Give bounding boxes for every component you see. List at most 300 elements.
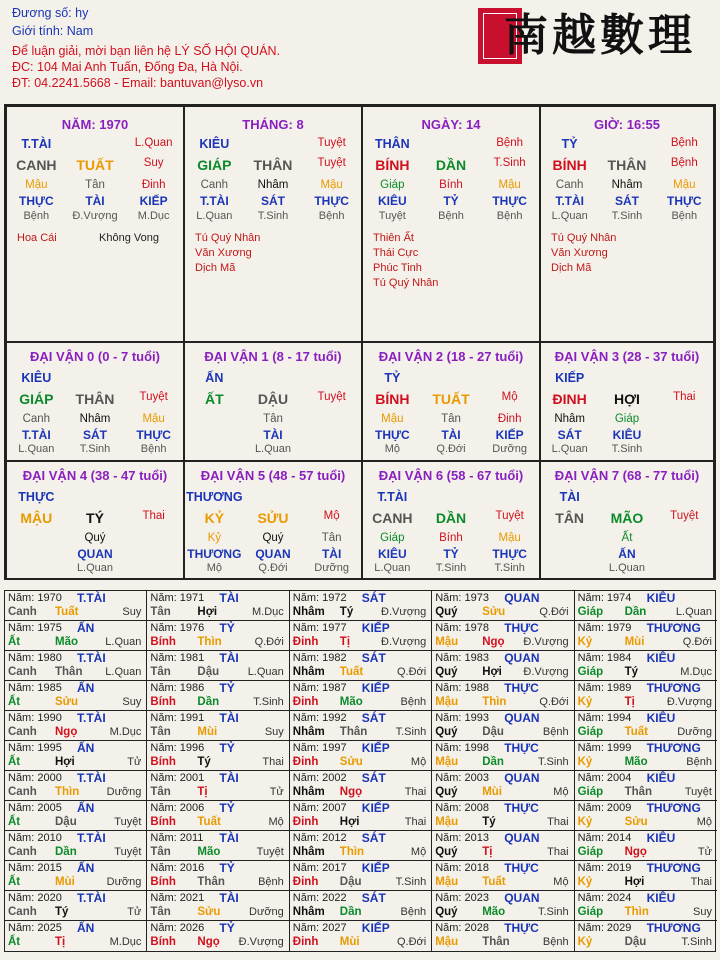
pillar-hidden-gods-m: SÁT	[260, 194, 285, 208]
luck-stem-branch-m: TÝ	[86, 510, 104, 526]
year-stem: Bính	[150, 696, 176, 708]
year-branch: Mùi	[197, 726, 218, 738]
luck-stem-branch-l: GIÁP	[19, 391, 54, 407]
year-cell	[290, 771, 432, 801]
year-label: Năm: 1977	[292, 622, 347, 634]
year-label: Năm: 1978	[435, 622, 489, 634]
year-state: T.Sinh	[681, 936, 712, 948]
luck-hidden-l: Giáp	[380, 532, 405, 544]
year-state: T.Sinh	[538, 906, 569, 918]
pillar-stem-branch-r: T.Sinh	[493, 157, 526, 169]
pillar-hidden-states-r: Bệnh	[671, 210, 698, 222]
luck-hidden-states	[541, 562, 713, 578]
year-god: ẤN	[77, 861, 95, 875]
year-label: Năm: 1980	[8, 652, 62, 664]
year-god: KIÊU	[646, 651, 676, 665]
year-branch: Dần	[624, 606, 647, 618]
luck-hidden-gods-m: TỶ	[443, 547, 459, 561]
year-label: Năm: 2004	[577, 772, 632, 784]
year-cell	[575, 891, 717, 921]
year-cell	[575, 741, 717, 771]
luck-stem-branch-r: Thai	[673, 391, 696, 403]
luck-hidden-states-r: Bệnh	[140, 443, 167, 455]
year-stem: Đinh	[292, 636, 319, 648]
year-branch: Ngọ	[339, 786, 363, 798]
star-item: Hoa Cái	[17, 232, 57, 244]
year-state: Tử	[127, 756, 142, 768]
year-state: Dưỡng	[249, 906, 284, 918]
luck-hidden	[541, 413, 713, 429]
pillar-god	[185, 137, 361, 153]
year-god: TÀI	[219, 891, 239, 905]
luck-stem-branch	[7, 391, 183, 407]
year-label: Năm: 1996	[150, 742, 205, 754]
year-god: THỰC	[504, 801, 539, 815]
year-branch: Mùi	[482, 786, 502, 798]
luck-hidden-gods	[7, 547, 183, 563]
year-state: Đ.Vượng	[381, 606, 427, 618]
year-label: Năm: 1984	[577, 652, 632, 664]
year-branch: Tị	[339, 636, 351, 648]
year-state: Thai	[547, 816, 569, 828]
pillar-hidden-gods-r: THỰC	[666, 194, 702, 208]
year-branch: Dậu	[339, 876, 362, 888]
pillar-hidden-states-l: L.Quan	[551, 210, 588, 222]
pillar-stars	[373, 231, 438, 291]
year-stem: Quý	[435, 846, 458, 858]
pillar-hidden-l: Giáp	[380, 179, 405, 191]
year-state: Bệnh	[400, 696, 427, 708]
year-label: Năm: 1974	[577, 592, 632, 604]
luck-hidden-states	[363, 443, 539, 459]
year-cell	[5, 891, 147, 921]
year-branch: Sửu	[482, 606, 506, 618]
year-stem: Tân	[150, 666, 171, 678]
luck-stem-branch-m: HỢI	[613, 391, 640, 407]
year-stem: Mậu	[435, 756, 459, 768]
pillar-hidden	[363, 179, 539, 195]
year-stem: Nhâm	[292, 906, 325, 918]
luck-hidden-gods-m: QUAN	[77, 547, 113, 561]
year-cell	[5, 651, 147, 681]
luck-hidden-gods	[541, 547, 713, 563]
luck-stem-branch-m: DẬU	[257, 391, 289, 407]
year-state: Bệnh	[686, 756, 712, 768]
year-state: Bệnh	[400, 906, 427, 918]
year-state: Q.Đới	[682, 636, 712, 648]
year-label: Năm: 1999	[577, 742, 632, 754]
year-state: Q.Đới	[539, 606, 569, 618]
luck-hidden-m: Tân	[441, 413, 461, 425]
year-stem: Mậu	[435, 636, 459, 648]
pillar-3	[540, 106, 714, 342]
year-god: THỰC	[504, 861, 539, 875]
luck-hidden-m: Ất	[621, 532, 633, 544]
luck-title: ĐẠI VẬN 1 (8 - 17 tuổi)	[204, 349, 342, 364]
luck-hidden-states-m: Q.Đới	[436, 443, 466, 455]
year-branch: Ngọ	[55, 726, 78, 738]
luck-hidden-r: Mậu	[498, 532, 521, 544]
year-stem: Bính	[150, 756, 176, 768]
year-state: Bệnh	[542, 936, 569, 948]
year-god: KIÊU	[646, 711, 676, 725]
year-cell	[432, 711, 574, 741]
pillar-hidden-l: Mậu	[25, 179, 48, 191]
luck-hidden-m: Tân	[263, 413, 283, 425]
pillar-stem-branch-l: CANH	[16, 157, 57, 173]
year-branch: Thìn	[624, 906, 649, 918]
luck-hidden-states	[541, 443, 713, 459]
year-branch: Mão	[482, 906, 506, 918]
luck-stem-branch-l: KỶ	[204, 510, 225, 526]
year-cell	[432, 621, 574, 651]
pillar-stars-right	[99, 231, 159, 246]
pillar-stem-branch-r: Suy	[143, 157, 164, 169]
year-label: Năm: 2022	[292, 892, 347, 904]
luck-hidden-states	[363, 562, 539, 578]
luck-6	[362, 461, 540, 580]
year-god: ẤN	[77, 621, 95, 635]
luck-god	[7, 371, 183, 387]
year-branch: Mùi	[339, 936, 360, 948]
year-state: M.Dục	[109, 726, 142, 738]
year-label: Năm: 1994	[577, 712, 632, 724]
luck-hidden-states-m: Q.Đới	[258, 562, 288, 574]
year-stem: Mậu	[435, 696, 459, 708]
luck-god-l: T.TÀI	[377, 490, 408, 504]
year-god: ẤN	[77, 801, 95, 815]
pillar-title: NGÀY: 14	[421, 117, 481, 132]
pillar-hidden-gods-m: TÀI	[85, 194, 105, 208]
pillar-stem-branch-m: DẦN	[435, 157, 467, 173]
star-item: Tú Quý Nhân	[195, 232, 261, 244]
pillar-stars	[195, 231, 260, 276]
year-stem: Tân	[150, 786, 171, 798]
year-stem: Kỷ	[577, 636, 593, 648]
year-cell	[147, 801, 289, 831]
year-god: THƯƠNG	[646, 741, 701, 755]
year-state: Đ.Vượng	[381, 636, 427, 648]
year-cell	[147, 621, 289, 651]
year-state: Mộ	[410, 756, 427, 768]
year-state: Tuyệt	[114, 816, 142, 828]
year-label: Năm: 2027	[292, 922, 347, 934]
pillar-hidden-m: Bính	[439, 179, 463, 191]
year-state: Thai	[404, 786, 427, 798]
year-branch: Sửu	[197, 906, 221, 918]
pillar-hidden-r: Mậu	[498, 179, 521, 191]
year-stem: Mậu	[435, 876, 459, 888]
luck-stem-branch-l: BÍNH	[375, 391, 410, 407]
year-branch: Sửu	[55, 696, 79, 708]
pillar-hidden-states-l: Tuyệt	[378, 210, 406, 222]
luck-hidden-gods-l: T.TÀI	[21, 428, 51, 442]
year-branch: Dần	[339, 906, 362, 918]
year-cell	[575, 921, 717, 951]
year-god: QUAN	[504, 831, 540, 845]
pillar-hidden-states-l: L.Quan	[196, 210, 233, 222]
year-god: QUAN	[504, 711, 540, 725]
luck-stem-branch	[185, 510, 361, 526]
year-state: L.Quan	[675, 606, 712, 618]
year-label: Năm: 2016	[150, 862, 205, 874]
year-branch: Thìn	[197, 636, 222, 648]
luck-stem-branch-l: ẤT	[204, 391, 224, 407]
year-state: Mộ	[553, 876, 569, 888]
year-cell	[575, 711, 717, 741]
star-item: Tú Quý Nhân	[373, 277, 439, 289]
year-branch: Thân	[339, 726, 368, 738]
year-state: M.Dục	[252, 606, 284, 618]
year-branch: Tị	[197, 786, 208, 798]
year-branch: Sửu	[624, 816, 648, 828]
year-stem: Nhâm	[292, 606, 325, 618]
luck-stem-branch-m: DẦN	[435, 510, 467, 526]
year-cell	[290, 711, 432, 741]
luck-hidden-states	[7, 443, 183, 459]
year-label: Năm: 2017	[292, 862, 347, 874]
luck-hidden-m: Nhâm	[79, 413, 111, 425]
year-stem: Kỷ	[577, 876, 593, 888]
pillar-stem-branch	[185, 157, 361, 173]
year-label: Năm: 2023	[435, 892, 489, 904]
year-stem: Nhâm	[292, 666, 325, 678]
year-branch: Tuất	[624, 726, 649, 738]
year-label: Năm: 2007	[292, 802, 347, 814]
luck-hidden-states	[7, 562, 183, 578]
year-cell	[5, 831, 147, 861]
year-label: Năm: 2019	[577, 862, 632, 874]
year-branch: Dậu	[197, 666, 220, 678]
year-stem: Ất	[8, 696, 21, 708]
subject-name: Đương số: hy	[12, 6, 89, 20]
year-branch: Tý	[624, 666, 639, 678]
year-label: Năm: 1993	[435, 712, 489, 724]
year-stem: Đinh	[292, 696, 319, 708]
year-cell	[5, 861, 147, 891]
pillar-stem-branch-r: Tuyệt	[317, 157, 346, 169]
year-cell	[432, 891, 574, 921]
luck-hidden-gods	[363, 547, 539, 563]
year-label: Năm: 1997	[292, 742, 347, 754]
pillar-title: GIỜ: 16:55	[593, 117, 660, 132]
pillar-hidden-m: Tân	[85, 179, 105, 191]
luck-hidden-gods-m: TÀI	[263, 428, 283, 442]
luck-hidden-gods	[185, 428, 361, 444]
year-label: Năm: 1971	[150, 592, 205, 604]
year-god: KIẾP	[361, 861, 390, 875]
year-stem: Nhâm	[292, 726, 325, 738]
year-state: T.Sinh	[538, 756, 569, 768]
luck-god	[185, 371, 361, 387]
year-cell	[432, 651, 574, 681]
luck-hidden-gods-l: THƯƠNG	[187, 547, 242, 561]
luck-hidden-gods-m: TÀI	[441, 428, 461, 442]
year-label: Năm: 2012	[292, 832, 347, 844]
year-stem: Đinh	[292, 876, 319, 888]
year-cell	[575, 591, 717, 621]
year-state: M.Dục	[680, 666, 712, 678]
luck-hidden-states-r: Dưỡng	[314, 562, 350, 574]
year-branch: Dần	[197, 696, 220, 708]
year-branch: Dậu	[55, 816, 77, 828]
star-item: Thái Cực	[373, 247, 419, 259]
pillar-god	[541, 137, 713, 153]
year-cell	[147, 651, 289, 681]
year-branch: Tý	[197, 756, 211, 768]
year-branch: Mão	[624, 756, 648, 768]
luck-hidden	[541, 532, 713, 548]
year-stem: Mậu	[435, 936, 459, 948]
year-cell	[432, 831, 574, 861]
year-state: Mộ	[696, 816, 712, 828]
luck-1	[184, 342, 362, 461]
pillar-title: NĂM: 1970	[61, 117, 129, 132]
year-state: Mộ	[553, 786, 569, 798]
pillar-stem-branch-m: THÂN	[253, 157, 293, 173]
year-god: TÀI	[219, 771, 239, 785]
year-branch: Tý	[55, 906, 69, 918]
year-branch: Mão	[55, 636, 78, 648]
year-cell	[290, 621, 432, 651]
year-branch: Hợi	[624, 876, 645, 888]
year-cell	[290, 861, 432, 891]
year-state: Q.Đới	[539, 696, 569, 708]
luck-hidden-gods-r: KIẾP	[495, 428, 524, 442]
pillar-hidden-gods-l: THỰC	[19, 194, 54, 208]
year-stem: Đinh	[292, 816, 319, 828]
luck-god	[185, 490, 361, 506]
year-cell	[290, 921, 432, 951]
year-label: Năm: 2028	[435, 922, 489, 934]
pillar-hidden-gods-l: T.TÀI	[199, 194, 229, 208]
year-branch: Dậu	[482, 726, 504, 738]
year-stem: Giáp	[577, 786, 604, 798]
year-stem: Canh	[8, 846, 37, 858]
year-state: L.Quan	[247, 666, 284, 678]
year-god: QUAN	[504, 771, 540, 785]
year-god: KIÊU	[646, 891, 676, 905]
pillar-hidden-gods-l: KIÊU	[377, 194, 407, 208]
luck-hidden-gods-m: ẤN	[618, 547, 636, 561]
year-stem: Quý	[435, 606, 458, 618]
year-cell	[575, 801, 717, 831]
luck-god	[363, 371, 539, 387]
year-state: Q.Đới	[396, 666, 427, 678]
year-cell	[290, 681, 432, 711]
year-cell	[5, 711, 147, 741]
year-god: QUAN	[504, 591, 540, 605]
year-label: Năm: 1990	[8, 712, 62, 724]
contact-phone-email: ĐT: 04.2241.5668 - Email: bantuvan@lyso.vn	[12, 76, 264, 90]
year-state: Suy	[122, 696, 142, 708]
pillar-hidden-r: Đinh	[141, 179, 166, 191]
pillar-stem-branch	[7, 157, 183, 173]
pillar-stem-branch-m: THÂN	[607, 157, 647, 173]
luck-hidden-l: Nhâm	[554, 413, 585, 425]
year-cell	[147, 681, 289, 711]
year-stem: Đinh	[292, 936, 319, 948]
year-branch: Thân	[55, 666, 83, 678]
year-label: Năm: 2025	[8, 922, 62, 934]
luck-title: ĐẠI VẬN 3 (28 - 37 tuổi)	[554, 349, 700, 364]
star-item: Không Vong	[99, 232, 159, 244]
year-state: T.Sinh	[253, 696, 284, 708]
year-cell	[432, 771, 574, 801]
year-branch: Thìn	[482, 696, 507, 708]
year-label: Năm: 2010	[8, 832, 62, 844]
year-stem: Kỷ	[577, 696, 593, 708]
year-label: Năm: 2029	[577, 922, 632, 934]
year-god: THƯƠNG	[646, 861, 701, 875]
luck-5	[184, 461, 362, 580]
year-label: Năm: 1973	[435, 592, 489, 604]
pillar-god-r: Bệnh	[496, 137, 524, 149]
luck-stem-branch-r: Mộ	[501, 391, 518, 403]
year-state: Đ.Vượng	[238, 936, 284, 948]
year-label: Năm: 2005	[8, 802, 62, 814]
year-cell	[575, 621, 717, 651]
year-state: Thai	[547, 846, 569, 858]
year-cell	[5, 681, 147, 711]
luck-hidden-gods-m: KIÊU	[612, 428, 642, 442]
year-state: Tuyệt	[114, 846, 142, 858]
luck-hidden-states-l: L.Quan	[551, 443, 588, 455]
luck-god-l: ẤN	[205, 371, 224, 385]
year-cell	[147, 711, 289, 741]
pillar-0	[6, 106, 184, 342]
pillar-hidden-states	[541, 210, 713, 226]
subject-gender: Giới tính: Nam	[12, 24, 94, 38]
luck-2	[362, 342, 540, 461]
pillar-hidden-gods-r: THỰC	[492, 194, 527, 208]
year-stem: Tân	[150, 906, 171, 918]
luck-hidden-states-m: L.Quan	[76, 562, 114, 574]
year-label: Năm: 1989	[577, 682, 632, 694]
pillar-god-l: T.TÀI	[21, 137, 52, 151]
luck-god	[363, 490, 539, 506]
luck-3	[540, 342, 714, 461]
pillar-stars	[551, 231, 616, 276]
year-label: Năm: 2006	[150, 802, 205, 814]
year-label: Năm: 1975	[8, 622, 62, 634]
year-god: SÁT	[361, 771, 386, 785]
year-stem: Kỷ	[577, 936, 593, 948]
year-god: KIẾP	[361, 741, 390, 755]
year-stem: Nhâm	[292, 786, 325, 798]
year-label: Năm: 1995	[8, 742, 62, 754]
pillar-god-l: KIÊU	[199, 137, 230, 151]
luck-hidden-gods-m: QUAN	[255, 547, 291, 561]
year-state: M.Dục	[109, 936, 142, 948]
luck-0	[6, 342, 184, 461]
luck-hidden-r: Tân	[321, 532, 342, 544]
year-cell	[290, 891, 432, 921]
luck-stem-branch-r: Tuyệt	[317, 391, 346, 403]
year-branch: Tuất	[197, 816, 221, 828]
luck-hidden-states-m: L.Quan	[608, 562, 646, 574]
year-cell	[575, 771, 717, 801]
luck-hidden-gods-r: THỰC	[492, 547, 527, 561]
year-god: THƯƠNG	[646, 921, 701, 935]
luck-stem-branch-l: CANH	[372, 510, 413, 526]
luck-hidden-states	[185, 443, 361, 459]
pillar-god-r: Bệnh	[670, 137, 698, 149]
logo-text: 南越數理	[504, 10, 696, 61]
year-god: TỶ	[219, 621, 235, 635]
year-branch: Ngọ	[624, 846, 647, 858]
year-branch: Mùi	[55, 876, 75, 888]
